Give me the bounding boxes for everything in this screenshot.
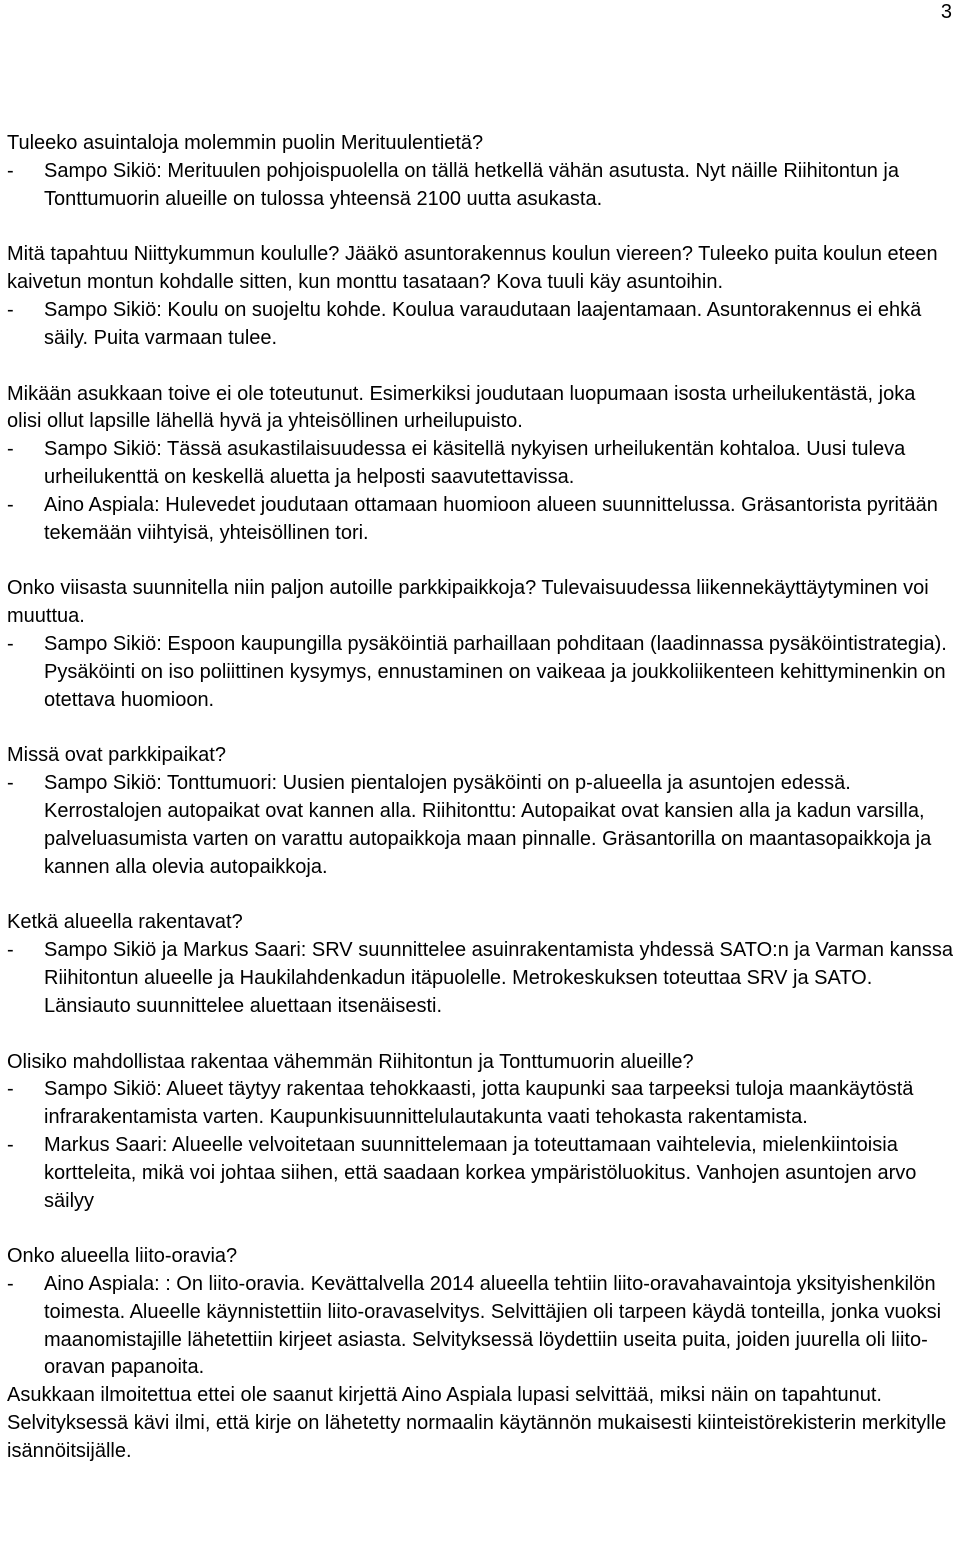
bullet-dash: -	[7, 772, 14, 795]
answer-item	[7, 436, 953, 492]
question-text: Asukkaan ilmoitettua ettei ole saanut kirjettä Aino Aspiala lupasi selvittää, miksi näin on tapahtunut. Selvityksessä kävi ilmi, että kirje on lähetetty normaalin käytännön mukaisesti kiinteistörekisterin merkitylle isännöitsijälle.	[7, 1384, 947, 1462]
answer-text: Sampo Sikiö ja Markus Saari: SRV suunnittelee asuinrakentamista yhdessä SATO:n ja Varman kanssa Riihitontun alueelle ja Haukilahdenkadun itäpuolelle. Metrokeskuksen toteuttaa SRV ja SATO. Länsiauto suunnittelee aluettaan itsenäisesti.	[44, 939, 953, 1017]
answer-text: Sampo Sikiö: Tässä asukastilaisuudessa ei käsitellä nykyisen urheilukentän kohtaloa. Uusi tuleva urheilukenttä on keskellä aluetta ja helposti saavutettavissa.	[44, 438, 906, 488]
answer-item	[7, 1271, 953, 1382]
answer-item	[7, 937, 953, 1020]
answer-item	[7, 1132, 953, 1215]
answer-text: Sampo Sikiö: Alueet täytyy rakentaa tehokkaasti, jotta kaupunki saa tarpeeksi tuloja maankäytöstä infrarakentamista varten. Kaupunkisuunnittelulautakunta vaati tehokasta rakentamista.	[44, 1078, 914, 1129]
answer-text: Sampo Sikiö: Merituulen pohjoispuolella on tällä hetkellä vähän asutusta. Nyt näille Riihitontun ja Tonttumuorin alueille on tulossa yhteensä 2100 uutta asukasta.	[44, 159, 899, 210]
bullet-dash: -	[7, 159, 14, 182]
question-text: Missä ovat parkkipaikat?	[7, 744, 226, 767]
bullet-dash: -	[7, 1078, 14, 1101]
qa-section	[7, 241, 953, 352]
bullet-dash: -	[7, 1133, 14, 1156]
question-text: Ketkä alueella rakentavat?	[7, 911, 243, 934]
bullet-dash: -	[7, 1273, 14, 1296]
question-text: Mitä tapahtuu Niittykummun koululle? Jääkö asuntorakennus koulun viereen? Tuleeko puita koulun eteen kaivetun montun kohdalle sitten, kun monttu tasataan? Kova tuuli käy asuntoihin.	[7, 243, 938, 294]
bullet-dash: -	[7, 939, 14, 962]
qa-section	[7, 1243, 953, 1465]
answer-item	[7, 631, 953, 714]
bullet-dash: -	[7, 632, 14, 655]
answer-item	[7, 492, 953, 548]
document-body	[7, 130, 953, 1466]
answer-text: Sampo Sikiö: Tonttumuori: Uusien pientalojen pysäköinti on p-alueella ja asuntojen edessä. Kerrostalojen autopaikat ovat kannen alla. Riihitonttu: Autopaikat ovat kansien alla ja kadun varsilla, palveluasumista varten on varattu autopaikkoja maan pinnalle. Gräsantorilla on maantasopaikkoja ja kannen alla olevia autopaikkoja.	[44, 772, 932, 878]
answer-text: Sampo Sikiö: Espoon kaupungilla pysäköintiä parhaillaan pohditaan (laadinnassa pysäköintistrategia). Pysäköinti on iso poliittinen kysymys, ennustaminen on vaikeaa ja joukkoliikenteen kehittyminenkin on otettava huomioon.	[44, 632, 947, 711]
answer-item	[7, 158, 953, 214]
answer-text: Markus Saari: Alueelle velvoitetaan suunnittelemaan ja toteuttamaan vaihtelevia, mielenkiintoisia kortteleita, mikä voi johtaa siihen, että saadaan korkea ympäristöluokitus. Vanhojen asuntojen arvo säilyy	[44, 1133, 917, 1212]
question-text: Olisiko mahdollistaa rakentaa vähemmän Riihitontun ja Tonttumuorin alueille?	[7, 1050, 694, 1073]
qa-section	[7, 1049, 953, 1216]
answer-item	[7, 770, 953, 881]
bullet-dash: -	[7, 438, 14, 461]
qa-section	[7, 381, 953, 548]
answer-text: Aino Aspiala: : On liito-oravia. Kevättalvella 2014 alueella tehtiin liito-oravahavaintoja yksityishenkilön toimesta. Alueelle käynnistettiin liito-oravaselvitys. Selvittäjien oli tarpeen käydä tonteilla, jonka vuoksi maanomistajille lähetettiin kirjeet asiasta. Selvityksessä löydettiin useita puita, joiden juurella oli liito-oravan papanoita.	[44, 1273, 942, 1379]
question-text: Mikään asukkaan toive ei ole toteutunut. Esimerkiksi joudutaan luopumaan isosta urheilukentästä, joka olisi ollut lapsille lähellä hyvä ja yhteisöllinen urheilupuisto.	[7, 382, 916, 433]
answer-text: Sampo Sikiö: Koulu on suojeltu kohde. Koulua varaudutaan laajentamaan. Asuntorakennus ei ehkä säily. Puita varmaan tulee.	[44, 298, 922, 349]
qa-section	[7, 575, 953, 714]
question-text: Onko alueella liito-oravia?	[7, 1245, 238, 1268]
question-text: Onko viisasta suunnitella niin paljon autoille parkkipaikkoja? Tulevaisuudessa liikennekäyttäytyminen voi muuttua.	[7, 577, 929, 628]
answer-item	[7, 1076, 953, 1132]
question-text: Tuleeko asuintaloja molemmin puolin Merituulentietä?	[7, 132, 484, 154]
answer-text: Aino Aspiala: Hulevedet joudutaan ottamaan huomioon alueen suunnittelussa. Gräsantorista pyritään tekemään viihtyisä, yhteisöllinen tori.	[44, 493, 938, 544]
bullet-dash: -	[7, 493, 14, 516]
answer-item	[7, 297, 953, 353]
qa-section	[7, 909, 953, 1020]
bullet-dash: -	[7, 298, 14, 321]
qa-section	[7, 130, 953, 213]
page-number: 3	[940, 1, 952, 23]
qa-section	[7, 742, 953, 881]
